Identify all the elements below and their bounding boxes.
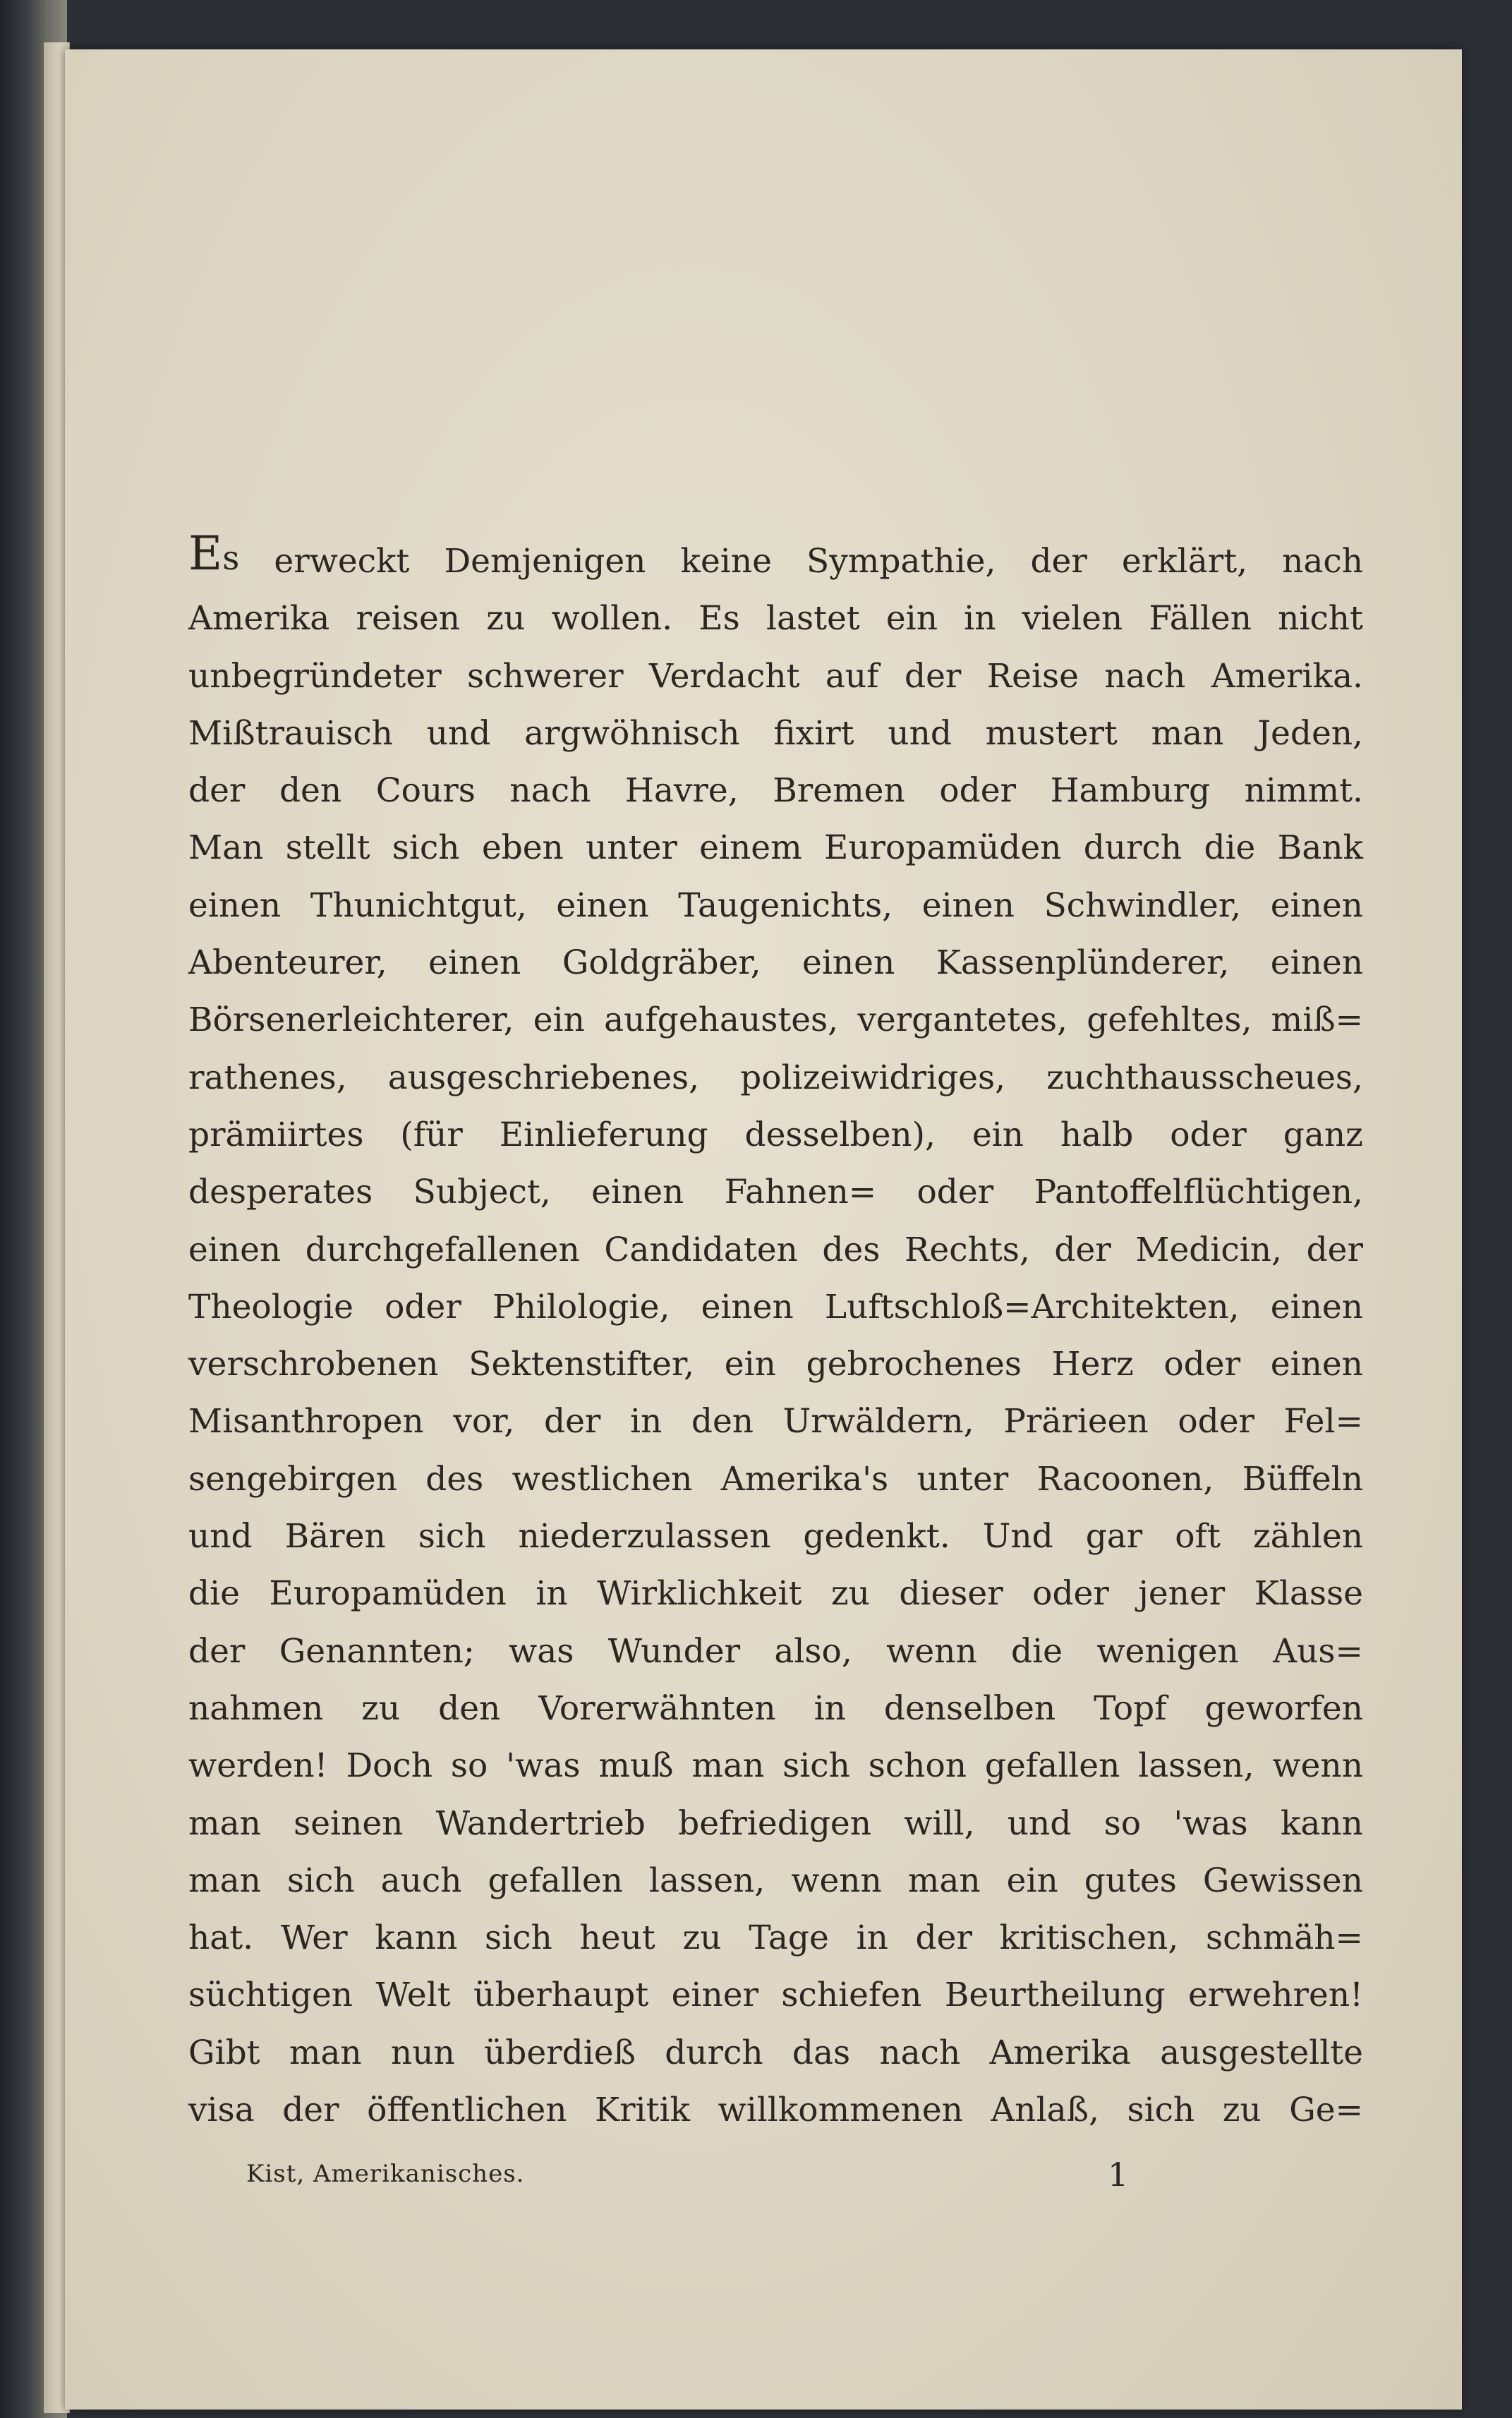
text-word: Demjenigen — [444, 542, 646, 581]
text-word: gedenkt. — [803, 1517, 950, 1556]
text-word: man — [907, 1861, 981, 1900]
text-word: Verdacht — [648, 656, 800, 696]
text-word: und — [188, 1517, 253, 1556]
body-text — [188, 507, 1363, 2129]
text-line — [188, 1843, 1363, 1900]
text-word: hat. — [188, 1918, 254, 1958]
text-word: Bären — [284, 1517, 386, 1556]
text-word: Cours — [375, 771, 476, 811]
text-word: Sektenstifter, — [468, 1345, 695, 1384]
text-word: Ge= — [1289, 2091, 1363, 2130]
text-word: Büffeln — [1242, 1459, 1363, 1499]
page-number: 1 — [1108, 2156, 1129, 2194]
text-word: Hamburg — [1050, 771, 1211, 811]
text-word: Aus= — [1273, 1631, 1363, 1671]
text-word: oder — [1178, 1402, 1255, 1441]
text-word: oder — [385, 1287, 461, 1326]
text-word: einen — [188, 1230, 282, 1269]
text-line — [188, 1154, 1363, 1211]
text-word: Vorerwähnten — [538, 1688, 776, 1728]
text-word: also, — [774, 1631, 852, 1671]
text-line — [188, 1269, 1363, 1326]
text-word: zuchthausscheues, — [1046, 1058, 1363, 1097]
text-word: lassen, — [648, 1861, 766, 1900]
text-word: der — [1054, 1230, 1111, 1269]
text-word: einen — [701, 1287, 794, 1326]
text-word: so — [1103, 1803, 1142, 1843]
text-word: schon — [868, 1746, 967, 1786]
text-word: desperates — [188, 1173, 373, 1212]
text-word: geworfen — [1204, 1688, 1363, 1728]
text-line — [188, 1326, 1363, 1384]
text-word: Jeden, — [1257, 713, 1363, 753]
text-word: in — [536, 1574, 568, 1614]
text-word: der — [915, 1918, 972, 1958]
text-word: Bank — [1277, 828, 1363, 868]
text-line — [188, 867, 1363, 924]
text-word: seinen — [294, 1803, 404, 1843]
text-word: durch — [1083, 828, 1183, 868]
text-word: Amerika — [989, 2033, 1131, 2072]
text-word: Prärieen — [1003, 1402, 1149, 1441]
text-word: sich — [286, 1861, 355, 1900]
text-line — [188, 581, 1363, 638]
text-word: gar — [1085, 1517, 1143, 1556]
text-word: durchgefallenen — [305, 1230, 580, 1269]
text-word: lastet — [766, 599, 860, 639]
text-word: Bremen — [773, 771, 905, 811]
text-word: der — [1306, 1230, 1363, 1269]
text-line — [188, 1671, 1363, 1728]
text-word: zu — [1222, 2091, 1262, 2130]
text-word: fixirt — [773, 713, 854, 753]
text-word: Mißtrauisch — [188, 713, 393, 753]
text-word: die — [188, 1574, 240, 1614]
text-word: will, — [904, 1803, 975, 1843]
text-word: Es — [188, 526, 240, 581]
text-word: Theologie — [188, 1287, 353, 1326]
text-word: lassen, — [1138, 1746, 1254, 1786]
text-word: Topf — [1094, 1688, 1167, 1728]
text-word: Doch — [346, 1746, 433, 1786]
text-line — [188, 982, 1363, 1039]
text-word: Abenteurer, — [188, 943, 387, 983]
text-word: zu — [830, 1574, 870, 1614]
text-word: oder — [939, 771, 1016, 811]
text-word: vergantetes, — [857, 1001, 1068, 1040]
text-word: einen — [921, 885, 1015, 925]
text-word: nimmt. — [1244, 771, 1363, 811]
text-word: sich — [392, 828, 460, 868]
text-word: Gibt — [188, 2033, 260, 2072]
text-word: die — [1204, 828, 1256, 868]
text-word: verschrobenen — [188, 1345, 439, 1384]
text-line — [188, 1556, 1363, 1613]
text-line — [188, 1900, 1363, 1957]
text-word: oder — [1170, 1115, 1247, 1154]
text-word: Fällen — [1149, 599, 1252, 639]
text-word: Schwindler, — [1044, 885, 1242, 925]
text-word: einen — [1270, 1287, 1363, 1326]
text-word: man — [289, 2033, 362, 2072]
text-word: auch — [380, 1861, 462, 1900]
text-word: nach — [1104, 656, 1186, 696]
text-word: Man — [188, 828, 264, 868]
text-word: gutes — [1084, 1861, 1177, 1900]
text-word: argwöhnisch — [524, 713, 740, 753]
text-word: Urwäldern, — [782, 1402, 974, 1441]
text-word: erwehren! — [1187, 1976, 1363, 2015]
text-word: wenigen — [1096, 1631, 1239, 1671]
text-word: Welt — [375, 1976, 451, 2015]
text-line — [188, 1499, 1363, 1556]
text-word: Kassenplünderer, — [936, 943, 1230, 983]
text-word: und — [888, 713, 952, 753]
text-word: Genannten; — [279, 1631, 475, 1671]
text-word: in — [629, 1402, 663, 1441]
text-word: Luftschloß=Architekten, — [824, 1287, 1240, 1326]
text-word: kann — [1280, 1803, 1363, 1843]
text-word: auf — [825, 656, 879, 696]
text-word: einer — [671, 1976, 759, 2015]
text-word: nun — [390, 2033, 455, 2072]
text-word: Goldgräber, — [562, 943, 761, 983]
text-word: willkommenen — [718, 2091, 963, 2130]
text-word: Es — [698, 599, 740, 639]
text-word: eben — [481, 828, 564, 868]
text-word: überdieß — [483, 2033, 636, 2072]
text-word: wollen. — [551, 599, 673, 639]
text-word: Anlaß, — [991, 2091, 1099, 2130]
text-word: Amerika's — [720, 1459, 889, 1499]
text-word: visa — [188, 2091, 255, 2130]
text-word: miß= — [1271, 1001, 1363, 1040]
text-word: denselben — [883, 1688, 1056, 1728]
text-word: süchtigen — [188, 1976, 353, 2015]
text-word: gefallen — [984, 1746, 1120, 1786]
text-word: 'was — [1173, 1803, 1248, 1843]
text-word: so — [450, 1746, 488, 1786]
text-word: und — [426, 713, 491, 753]
text-word: einen — [556, 885, 649, 925]
text-word: mustert — [985, 713, 1118, 753]
text-word: Wer — [280, 1918, 348, 1958]
text-line — [188, 696, 1363, 753]
text-word: gefallen — [488, 1861, 623, 1900]
text-word: der — [188, 1631, 246, 1671]
text-word: sich — [782, 1746, 850, 1786]
text-word: unter — [917, 1459, 1009, 1499]
text-word: muß — [598, 1746, 674, 1786]
text-word: ein — [533, 1001, 585, 1040]
text-line — [188, 507, 1363, 581]
text-word: Herz — [1051, 1345, 1134, 1384]
text-word: erklärt, — [1121, 542, 1248, 581]
text-line — [188, 1613, 1363, 1670]
text-word: einen — [1270, 1345, 1363, 1384]
text-word: zu — [486, 599, 526, 639]
text-word: schwerer — [467, 656, 624, 696]
text-word: vor, — [453, 1402, 515, 1441]
text-line — [188, 638, 1363, 695]
text-word: zählen — [1252, 1517, 1363, 1556]
text-line — [188, 1728, 1363, 1785]
text-word: der — [543, 1402, 601, 1441]
text-word: Europamüden — [823, 828, 1062, 868]
page-footer — [188, 2156, 1363, 2198]
text-word: man — [691, 1746, 765, 1786]
text-word: Einlieferung — [499, 1115, 708, 1154]
text-line — [188, 925, 1363, 982]
text-word: ein — [972, 1115, 1024, 1154]
text-word: Sympathie, — [806, 542, 996, 581]
text-word: nahmen — [188, 1688, 324, 1728]
text-word: desselben), — [744, 1115, 936, 1154]
text-word: durch — [665, 2033, 763, 2072]
text-line — [188, 1039, 1363, 1096]
text-line — [188, 1785, 1363, 1842]
text-word: und — [1007, 1803, 1072, 1843]
text-word: einen — [1270, 943, 1363, 983]
text-word: was — [509, 1631, 574, 1671]
text-word: ausgestellte — [1160, 2033, 1363, 2072]
text-word: stellt — [285, 828, 370, 868]
text-word: rathenes, — [188, 1058, 347, 1097]
text-word: in — [814, 1688, 846, 1728]
text-word: sich — [485, 1918, 552, 1958]
text-word: erweckt — [274, 542, 410, 581]
text-word: prämiirtes — [188, 1115, 364, 1154]
text-word: sich — [1127, 2091, 1195, 2130]
text-word: überhaupt — [473, 1976, 649, 2015]
text-word: Börsenerleichterer, — [188, 1001, 514, 1040]
text-word: einen — [591, 1173, 684, 1212]
text-word: aufgehaustes, — [604, 1001, 839, 1040]
text-word: man — [188, 1803, 261, 1843]
text-word: Medicin, — [1135, 1230, 1282, 1269]
text-word: halb — [1060, 1115, 1134, 1154]
text-line — [188, 810, 1363, 867]
text-word: ein — [724, 1345, 776, 1384]
text-word: oder — [917, 1173, 994, 1212]
text-word: man — [188, 1861, 261, 1900]
text-word: unter — [586, 828, 677, 868]
text-word: werden! — [188, 1746, 328, 1786]
text-line — [188, 1211, 1363, 1269]
text-word: unbegründeter — [188, 656, 442, 696]
text-word: einem — [699, 828, 802, 868]
text-word: gefehltes, — [1087, 1001, 1252, 1040]
text-word: heut — [579, 1918, 655, 1958]
text-word: wenn — [886, 1631, 977, 1671]
text-word: jener — [1138, 1574, 1226, 1614]
text-line — [188, 753, 1363, 810]
text-word: 'was — [506, 1746, 581, 1786]
text-word: Rechts, — [905, 1230, 1030, 1269]
text-word: des — [822, 1230, 881, 1269]
text-word: der — [282, 2091, 339, 2130]
text-word: Tage — [749, 1918, 829, 1958]
text-word: Wunder — [607, 1631, 741, 1671]
text-word: vielen — [1022, 599, 1123, 639]
text-word: Misanthropen — [188, 1402, 424, 1441]
text-word: der — [188, 771, 246, 811]
text-word: befriedigen — [678, 1803, 872, 1843]
text-word: den — [279, 771, 342, 811]
text-word: dieser — [899, 1574, 1003, 1614]
text-word: wenn — [791, 1861, 882, 1900]
text-word: Und — [982, 1517, 1053, 1556]
text-word: reisen — [356, 599, 461, 639]
text-word: oder — [1163, 1345, 1241, 1384]
text-word: zu — [682, 1918, 722, 1958]
text-word: der — [905, 656, 962, 696]
text-word: oft — [1175, 1517, 1221, 1556]
text-word: Klasse — [1254, 1574, 1363, 1614]
text-word: ausgeschriebenes, — [387, 1058, 700, 1097]
text-word: sich — [418, 1517, 486, 1556]
text-word: einen — [188, 885, 282, 925]
text-line — [188, 1097, 1363, 1154]
text-word: oder — [1032, 1574, 1109, 1614]
text-word: Thunichtgut, — [310, 885, 527, 925]
text-word: Gewissen — [1202, 1861, 1363, 1900]
text-word: nach — [879, 2033, 961, 2072]
text-word: des — [425, 1459, 484, 1499]
text-word: Kritik — [594, 2091, 690, 2130]
text-line — [188, 2072, 1363, 2129]
text-line — [188, 1384, 1363, 1441]
text-word: den — [438, 1688, 501, 1728]
text-word: Fel= — [1283, 1402, 1363, 1441]
text-word: schmäh= — [1205, 1918, 1363, 1958]
text-word: einen — [802, 943, 895, 983]
text-word: kritischen, — [999, 1918, 1179, 1958]
text-word: Taugenichts, — [678, 885, 893, 925]
text-word: Wandertrieb — [435, 1803, 646, 1843]
text-word: einen — [428, 943, 521, 983]
text-word: ein — [1006, 1861, 1058, 1900]
text-word: Wirklichkeit — [597, 1574, 802, 1614]
text-word: westlichen — [512, 1459, 693, 1499]
text-word: die — [1011, 1631, 1063, 1671]
text-word: Subject, — [413, 1173, 551, 1212]
text-word: ein — [885, 599, 938, 639]
text-word: einen — [1270, 885, 1363, 925]
text-word: man — [1151, 713, 1224, 753]
text-word: in — [964, 599, 996, 639]
text-word: ganz — [1283, 1115, 1363, 1154]
text-word: Amerika — [188, 599, 330, 639]
text-word: Europamüden — [269, 1574, 507, 1614]
text-word: kann — [375, 1918, 458, 1958]
text-word: keine — [680, 542, 772, 581]
text-line — [188, 2014, 1363, 2072]
text-word: nach — [1282, 542, 1363, 581]
text-word: nach — [509, 771, 591, 811]
text-word: der — [1030, 542, 1087, 581]
text-word: Reise — [986, 656, 1079, 696]
text-word: gebrochenes — [806, 1345, 1022, 1384]
text-word: Beurtheilung — [944, 1976, 1166, 2015]
text-word: Philologie, — [492, 1287, 670, 1326]
text-word: Pantoffelflüchtigen, — [1034, 1173, 1363, 1212]
text-word: (für — [400, 1115, 463, 1154]
text-word: zu — [361, 1688, 401, 1728]
signature-mark: Kist, Amerikanisches. — [246, 2160, 525, 2188]
text-word: das — [792, 2033, 851, 2072]
text-word: Candidaten — [604, 1230, 798, 1269]
text-word: schiefen — [781, 1976, 922, 2015]
text-word: Amerika. — [1211, 656, 1363, 696]
text-word: wenn — [1272, 1746, 1363, 1786]
text-word: Fahnen= — [724, 1173, 877, 1212]
text-word: Havre, — [624, 771, 739, 811]
text-word: nicht — [1278, 599, 1363, 639]
text-word: in — [856, 1918, 888, 1958]
text-word: niederzulassen — [518, 1517, 771, 1556]
text-line — [188, 1441, 1363, 1498]
text-word: den — [691, 1402, 754, 1441]
text-word: öffentlichen — [367, 2091, 567, 2130]
book-page — [65, 49, 1462, 2410]
text-word: Racoonen, — [1036, 1459, 1214, 1499]
text-word: sengebirgen — [188, 1459, 397, 1499]
text-word: polizeiwidriges, — [740, 1058, 1006, 1097]
text-line — [188, 1957, 1363, 2014]
